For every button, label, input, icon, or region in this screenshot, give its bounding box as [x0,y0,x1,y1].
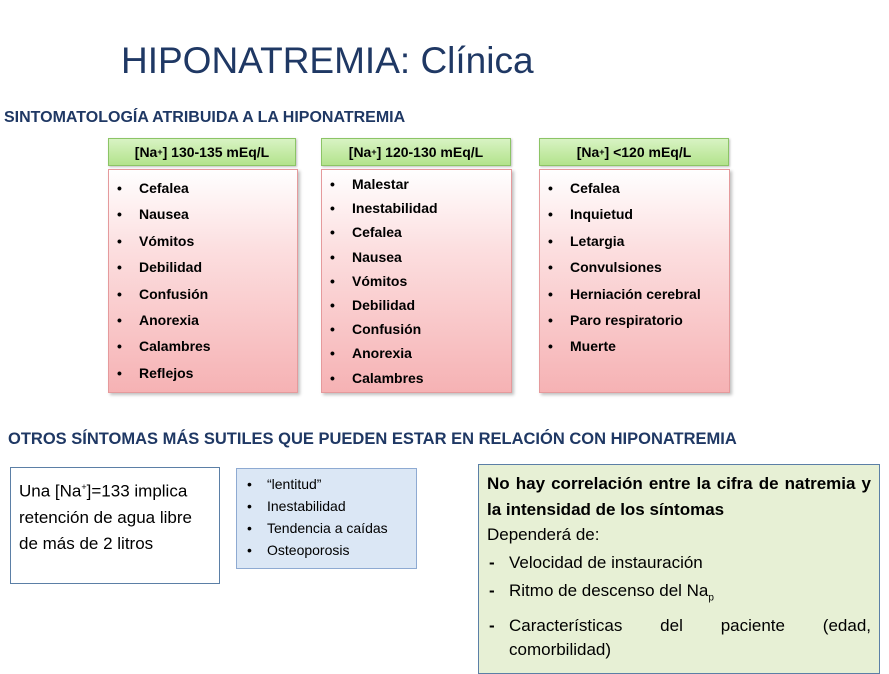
header-suffix: ] 120-130 mEq/L [376,144,484,160]
note-suffix: ]=133 implica retención de agua libre de más de 2 litros [19,481,192,553]
list-item: • Calambres [322,366,511,390]
list-item: • Cefalea [322,220,511,244]
list-item [487,579,871,610]
list-item: • Confusión [109,281,297,307]
list-item: - Características del paciente (edad, comorbilidad) [487,614,871,662]
list-item: • Osteoporosis [243,539,410,561]
item-text: Ritmo de descenso del Na [509,581,709,600]
list-item: • Anorexia [322,341,511,365]
symptom-list-130-135 [108,169,298,393]
header-prefix: [Na [134,144,158,160]
column-header-below-120 [539,138,729,166]
list-item: • Inquietud [540,201,729,227]
subtle-symptoms-list [236,468,417,569]
page-title: HIPONATREMIA: Clínica [121,40,534,81]
list-item: • Cefalea [540,175,729,201]
list-item: • Malestar [322,172,511,196]
list-item: • Inestabilidad [322,196,511,220]
section-title-symptomatology: SINTOMATOLOGÍA ATRIBUIDA A LA HIPONATREMIA [4,109,406,126]
list-item: • Reflejos [109,360,297,386]
header-prefix: [Na [348,144,372,160]
list-item: • Nausea [322,245,511,269]
list-item: • Herniación cerebral [540,281,729,307]
list-item: • Cefalea [109,175,297,201]
header-superscript: + [157,147,163,157]
free-water-note [10,467,220,584]
list-item: • Convulsiones [540,254,729,280]
note-prefix: Una [Na [19,481,82,501]
list-item: • “lentitud” [243,473,410,495]
list-item: • Inestabilidad [243,495,410,517]
correlation-note [478,464,880,674]
list-item: • Confusión [322,317,511,341]
header-prefix: [Na [576,144,600,160]
column-header-130-135 [108,138,296,166]
section-title-subtle-symptoms: OTROS SÍNTOMAS MÁS SUTILES QUE PUEDEN ESTAR EN RELACIÓN CON HIPONATREMIA [8,430,737,448]
item-subscript: p [708,592,714,604]
correlation-headline: No hay correlación entre la cifra de natremia y la intensidad de los síntomas [487,474,871,519]
list-item: • Muerte [540,333,729,359]
correlation-subheading: Dependerá de: [487,525,600,544]
header-suffix: ] <120 mEq/L [604,144,692,160]
list-item: • Paro respiratorio [540,307,729,333]
list-item: • Vómitos [109,228,297,254]
list-item: • Calambres [109,333,297,359]
header-superscript: + [371,147,377,157]
list-item: • Tendencia a caídas [243,517,410,539]
symptom-list-120-130 [321,169,512,393]
note-superscript: + [81,482,87,492]
header-superscript: + [599,147,605,157]
header-suffix: ] 130-135 mEq/L [162,144,270,160]
column-header-120-130 [321,138,511,166]
list-item: • Anorexia [109,307,297,333]
symptom-list-below-120 [539,169,730,393]
list-item: • Nausea [109,201,297,227]
list-item: • Letargia [540,228,729,254]
list-item: • Debilidad [322,293,511,317]
list-item: - Velocidad de instauración [487,551,871,575]
list-item: • Vómitos [322,269,511,293]
list-item: • Debilidad [109,254,297,280]
